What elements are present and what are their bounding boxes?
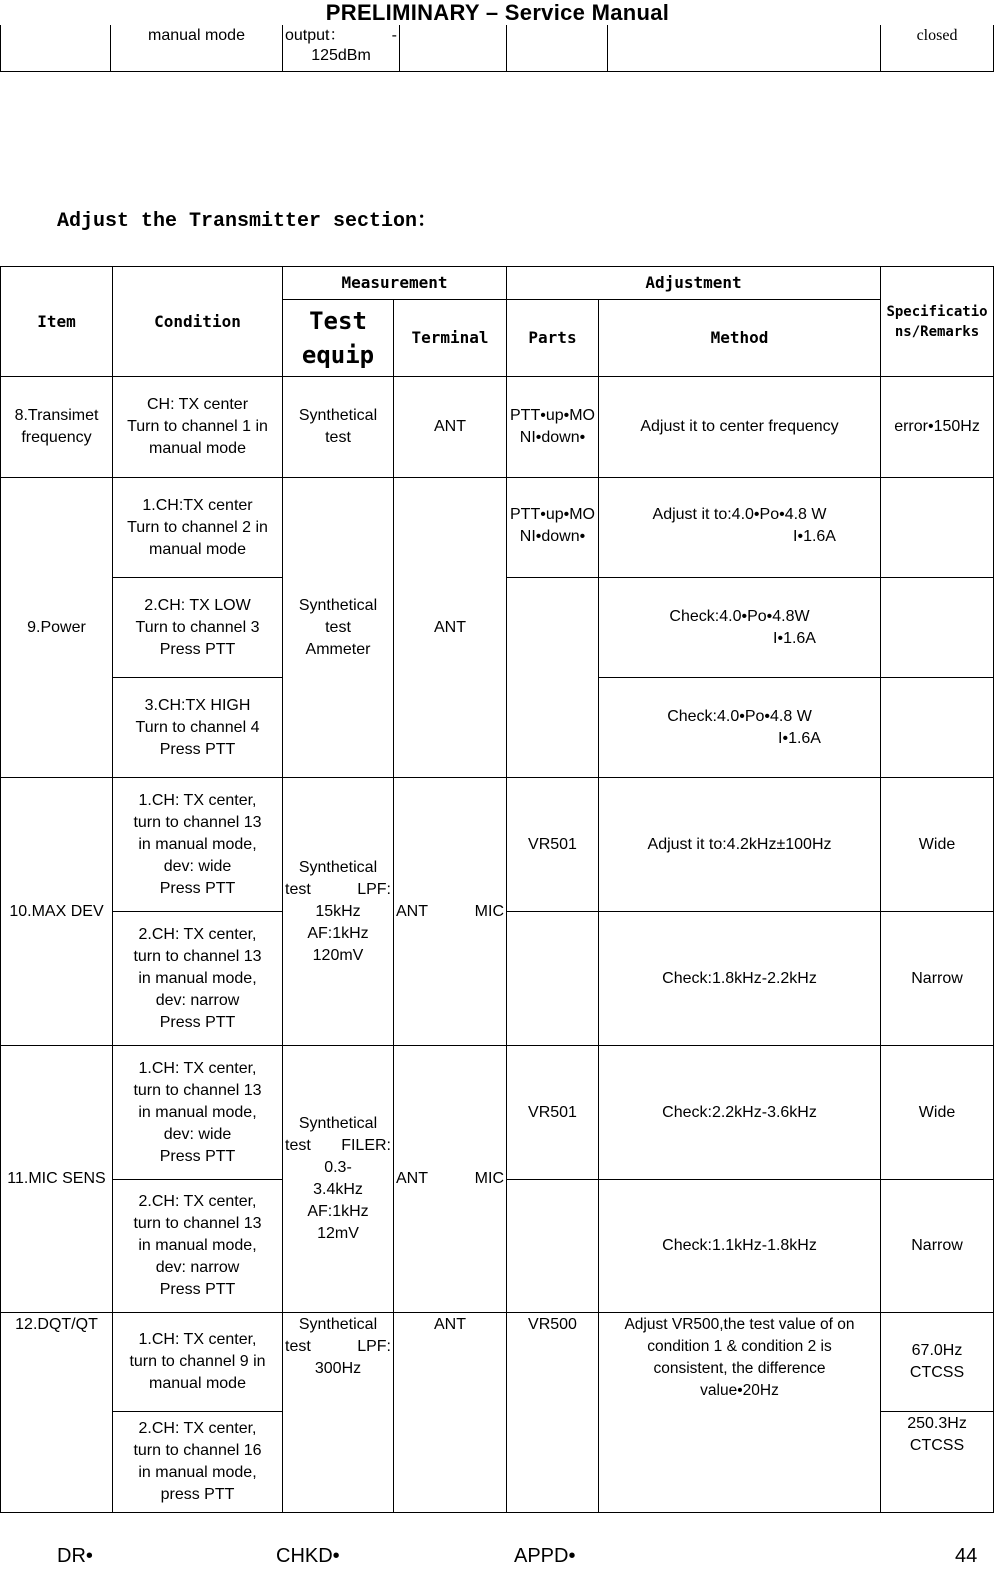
spec-cell <box>881 578 994 678</box>
terminal-cell <box>400 25 507 72</box>
condition-line: 2.CH: TX center, <box>138 1420 257 1437</box>
condition-line: manual mode <box>149 540 246 558</box>
condition-line: 3.CH:TX HIGH <box>144 696 251 714</box>
condition-line: 2.CH: TX center, <box>138 1193 257 1210</box>
test-equip-line: test LPF: <box>285 1338 391 1355</box>
method-line: condition 1 & condition 2 is <box>647 1338 832 1355</box>
parts-line: PTT•up•MO <box>510 506 595 523</box>
condition-line: manual mode <box>149 440 246 457</box>
condition-cell <box>113 912 283 1046</box>
spec-line: 67.0Hz <box>911 1342 963 1359</box>
spec-line: CTCSS <box>909 1364 965 1381</box>
test-equip-line: test <box>325 429 351 446</box>
test-equip-line: 12mV <box>317 1225 359 1242</box>
condition-line: Turn to channel 1 in <box>127 418 268 435</box>
table-row-power <box>1 478 994 578</box>
spec-cell <box>881 1412 994 1513</box>
condition-line: Press PTT <box>159 1147 236 1165</box>
test-equip-line: Synthetical <box>298 1115 378 1132</box>
item-cell: 12.DQT/QT <box>1 1313 113 1513</box>
condition-line: Turn to channel 3 <box>135 618 260 636</box>
condition-line: turn to channel 13 <box>133 1215 262 1232</box>
test-equip-cell <box>283 478 394 778</box>
method-cell <box>608 25 881 72</box>
table-row-mic-sens <box>1 1046 994 1180</box>
condition-cell <box>113 1412 283 1513</box>
spec-cell: Narrow <box>881 912 994 1046</box>
spec-cell: error•150Hz <box>881 377 994 478</box>
method-line: I•1.6A <box>773 629 816 647</box>
method-cell: Adjust it to center frequency <box>599 377 881 478</box>
test-equip-line: Synthetical <box>298 1316 378 1333</box>
test-equip-text: output： <box>285 27 346 44</box>
test-equip-line: AF:1kHz <box>307 1203 369 1220</box>
condition-cell: manual mode <box>111 25 283 72</box>
test-equip-cell <box>283 778 394 1046</box>
condition-line: in manual mode, <box>138 1464 257 1481</box>
parts-cell: VR501 <box>507 778 599 912</box>
condition-cell <box>113 778 283 912</box>
header-terminal: Terminal <box>394 300 507 377</box>
method-line: Adjust VR500,the test value of on <box>624 1316 855 1333</box>
parts-line: PTT•up•MO <box>510 407 595 424</box>
condition-cell <box>113 1180 283 1313</box>
header-test-equip: Test equip <box>283 300 394 377</box>
terminal-cell: ANT MIC <box>394 778 507 1046</box>
test-equip-cell <box>283 1313 394 1513</box>
method-cell <box>599 1313 881 1513</box>
top-table-remnant <box>0 25 994 72</box>
condition-line: in manual mode, <box>138 1103 257 1121</box>
condition-cell <box>113 578 283 678</box>
test-equip-cell <box>283 377 394 478</box>
method-cell: Check:1.1kHz-1.8kHz <box>599 1180 881 1313</box>
condition-line: manual mode <box>149 1375 246 1392</box>
parts-cell <box>507 377 599 478</box>
spec-cell <box>881 678 994 778</box>
test-equip-line: Synthetical <box>298 596 378 614</box>
condition-line: 1.CH:TX center <box>142 496 253 514</box>
test-equip-line: AF:1kHz <box>307 924 369 942</box>
condition-line: dev: narrow <box>155 1259 240 1276</box>
condition-cell <box>113 377 283 478</box>
footer-dr: DR• <box>57 1545 93 1567</box>
spec-cell <box>881 1313 994 1412</box>
test-equip-line: test LPF: <box>285 880 391 898</box>
test-equip-line: 3.4kHz <box>313 1181 363 1198</box>
item-cell: 8.Transimet frequency <box>1 377 113 478</box>
parts-cell <box>507 478 599 578</box>
header-parts: Parts <box>507 300 599 377</box>
condition-line: turn to channel 13 <box>133 1081 262 1099</box>
method-line: consistent, the difference <box>653 1360 826 1377</box>
header-method: Method <box>599 300 881 377</box>
condition-line: turn to channel 13 <box>133 813 262 831</box>
section-title: Adjust the Transmitter section： <box>57 210 438 233</box>
test-equip-line: 120mV <box>312 946 364 964</box>
parts-cell: VR501 <box>507 1046 599 1180</box>
test-equip-line: 15kHz <box>315 902 361 920</box>
condition-line: turn to channel 16 <box>133 1442 262 1459</box>
test-equip-cell <box>283 25 400 72</box>
condition-cell <box>113 478 283 578</box>
test-equip-line: 0.3- <box>324 1159 352 1176</box>
method-line: I•1.6A <box>793 528 836 545</box>
condition-line: Turn to channel 4 <box>135 718 260 736</box>
remark-cell: closed <box>881 25 994 72</box>
condition-line: 1.CH: TX center, <box>138 1059 257 1077</box>
table-row-max-dev <box>1 778 994 912</box>
item-cell <box>1 25 111 72</box>
condition-line: Turn to channel 2 in <box>127 518 268 536</box>
header-measurement: Measurement <box>283 267 507 300</box>
method-cell <box>599 478 881 578</box>
item-cell: 10.MAX DEV <box>1 778 113 1046</box>
terminal-cell: ANT <box>394 478 507 778</box>
condition-line: CH: TX center <box>146 396 249 413</box>
method-line: value•20Hz <box>700 1382 779 1399</box>
test-equip-dash: - <box>391 27 397 44</box>
condition-line: in manual mode, <box>138 835 257 853</box>
test-equip-cell <box>283 1046 394 1313</box>
method-cell: Check:2.2kHz-3.6kHz <box>599 1046 881 1180</box>
condition-line: Press PTT <box>159 1013 236 1031</box>
method-line: Check:4.0•Po•4.8 W <box>667 707 812 725</box>
test-equip-line: test FILER: <box>285 1137 391 1154</box>
test-equip-line: Synthetical <box>298 858 378 876</box>
parts-cell <box>507 25 608 72</box>
condition-cell <box>113 1046 283 1180</box>
page-number: 44 <box>955 1545 978 1567</box>
footer-appd: APPD• <box>514 1545 576 1567</box>
table-row-transmit-frequency <box>1 377 994 478</box>
condition-line: dev: wide <box>163 1125 232 1143</box>
spec-line: 250.3Hz <box>907 1415 967 1432</box>
header-adjustment: Adjustment <box>507 267 881 300</box>
header-specifications: Specifications/Remarks <box>881 267 994 377</box>
method-cell: Check:1.8kHz-2.2kHz <box>599 912 881 1046</box>
parts-cell <box>507 1180 599 1313</box>
parts-cell <box>507 578 599 778</box>
table-row-dqt-qt <box>1 1313 994 1412</box>
condition-line: Press PTT <box>159 740 236 758</box>
condition-line: in manual mode, <box>138 969 257 987</box>
method-line: Check:4.0•Po•4.8W <box>669 607 810 625</box>
condition-line: dev: narrow <box>155 991 240 1009</box>
condition-cell <box>113 678 283 778</box>
condition-line: Press PTT <box>159 640 236 658</box>
parts-line: NI•down• <box>519 429 586 446</box>
method-line: I•1.6A <box>778 729 821 747</box>
method-line: Adjust it to:4.0•Po•4.8 W <box>652 506 827 523</box>
condition-line: turn to channel 9 in <box>129 1353 266 1370</box>
condition-line: 1.CH: TX center, <box>138 791 257 809</box>
condition-line: Press PTT <box>159 1281 236 1298</box>
condition-line: turn to channel 13 <box>133 947 262 965</box>
terminal-cell: ANT <box>394 377 507 478</box>
condition-line: 2.CH: TX LOW <box>144 596 251 614</box>
table-header-row <box>1 267 994 300</box>
condition-line: dev: wide <box>163 857 232 875</box>
test-equip-text-2: 125dBm <box>311 47 371 64</box>
spec-cell <box>881 478 994 578</box>
test-equip-line: 300Hz <box>314 1360 362 1377</box>
test-equip-line: Ammeter <box>305 640 371 658</box>
parts-cell <box>507 912 599 1046</box>
header-item: Item <box>1 267 113 377</box>
spec-cell: Wide <box>881 778 994 912</box>
item-cell: 11.MIC SENS <box>1 1046 113 1313</box>
spec-cell: Wide <box>881 1046 994 1180</box>
method-cell <box>599 678 881 778</box>
parts-line: NI•down• <box>519 528 586 545</box>
table-row <box>1 25 994 72</box>
spec-line: CTCSS <box>909 1437 965 1454</box>
condition-line: 1.CH: TX center, <box>138 1331 257 1348</box>
parts-cell: VR500 <box>507 1313 599 1513</box>
footer-chkd: CHKD• <box>276 1545 340 1567</box>
method-cell <box>599 578 881 678</box>
test-equip-line: test <box>325 618 351 636</box>
condition-line: Press PTT <box>159 879 236 897</box>
header-condition: Condition <box>113 267 283 377</box>
condition-line: 2.CH: TX center, <box>138 925 257 943</box>
item-cell: 9.Power <box>1 478 113 778</box>
transmitter-adjustment-table <box>0 266 994 1513</box>
method-cell: Adjust it to:4.2kHz±100Hz <box>599 778 881 912</box>
condition-line: in manual mode, <box>138 1237 257 1254</box>
test-equip-line: Synthetical <box>298 407 378 424</box>
condition-line: press PTT <box>160 1486 235 1503</box>
spec-cell: Narrow <box>881 1180 994 1313</box>
page-header: PRELIMINARY – Service Manual <box>325 0 670 25</box>
terminal-cell: ANT MIC <box>394 1046 507 1313</box>
terminal-cell: ANT <box>394 1313 507 1513</box>
condition-cell <box>113 1313 283 1412</box>
